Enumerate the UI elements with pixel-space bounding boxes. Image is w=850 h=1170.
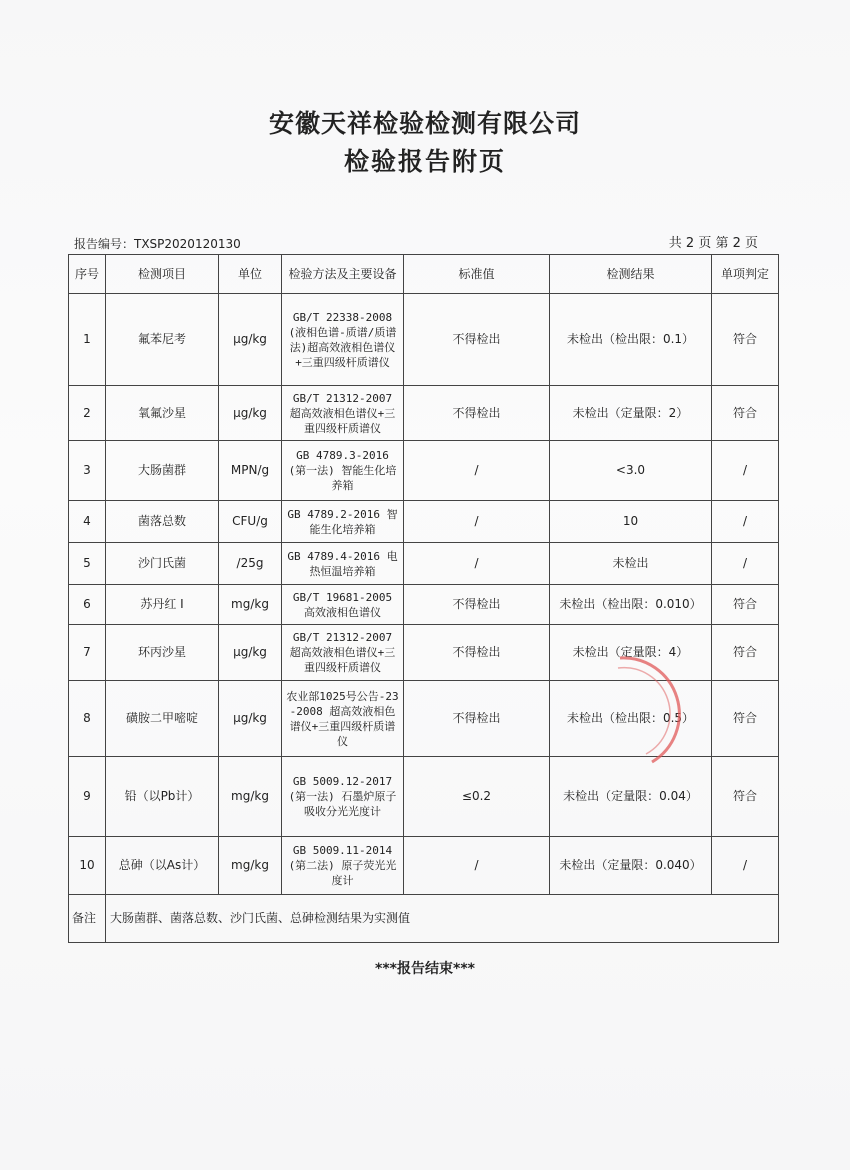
table-row xyxy=(69,543,779,585)
cell-no: 2 xyxy=(69,386,106,441)
table-row xyxy=(69,441,779,501)
cell-item: 大肠菌群 xyxy=(106,441,219,501)
cell-no: 8 xyxy=(69,681,106,757)
cell-result: 未检出（检出限：0.5） xyxy=(550,681,712,757)
cell-unit: μg/kg xyxy=(219,386,282,441)
report-number: 报告编号：TXSP2020120130 xyxy=(74,237,241,251)
cell-result: 未检出（定量限：2） xyxy=(550,386,712,441)
cell-item: 磺胺二甲嘧啶 xyxy=(106,681,219,757)
cell-unit: μg/kg xyxy=(219,681,282,757)
col-header-no: 序号 xyxy=(69,255,106,294)
cell-method: GB 4789.3-2016 (第一法) 智能生化培养箱 xyxy=(282,441,404,501)
cell-unit: MPN/g xyxy=(219,441,282,501)
cell-standard: 不得检出 xyxy=(404,625,550,681)
cell-unit: μg/kg xyxy=(219,294,282,386)
cell-standard: / xyxy=(404,543,550,585)
cell-judgment: / xyxy=(712,543,779,585)
note-label: 备注 xyxy=(69,895,106,943)
cell-result: 未检出 xyxy=(550,543,712,585)
cell-unit: μg/kg xyxy=(219,625,282,681)
cell-method: GB 5009.12-2017 (第一法) 石墨炉原子吸收分光光度计 xyxy=(282,757,404,837)
cell-result: <3.0 xyxy=(550,441,712,501)
company-title: 安徽天祥检验检测有限公司 xyxy=(268,109,581,138)
cell-no: 7 xyxy=(69,625,106,681)
col-header-standard: 标准值 xyxy=(404,255,550,294)
col-header-judgment: 单项判定 xyxy=(712,255,779,294)
cell-standard: ≤0.2 xyxy=(404,757,550,837)
cell-judgment: / xyxy=(712,837,779,895)
report-end: ***报告结束*** xyxy=(375,961,475,977)
cell-item: 氟苯尼考 xyxy=(106,294,219,386)
cell-judgment: 符合 xyxy=(712,386,779,441)
col-header-method: 检验方法及主要设备 xyxy=(282,255,404,294)
col-header-result: 检测结果 xyxy=(550,255,712,294)
cell-no: 3 xyxy=(69,441,106,501)
page-subtitle: 检验报告附页 xyxy=(343,147,506,176)
cell-no: 6 xyxy=(69,585,106,625)
col-header-unit: 单位 xyxy=(219,255,282,294)
results-table xyxy=(68,254,779,943)
table-row xyxy=(69,681,779,757)
cell-judgment: / xyxy=(712,501,779,543)
cell-unit: mg/kg xyxy=(219,757,282,837)
cell-no: 4 xyxy=(69,501,106,543)
cell-judgment: 符合 xyxy=(712,625,779,681)
cell-method: GB 4789.2-2016 智能生化培养箱 xyxy=(282,501,404,543)
cell-no: 10 xyxy=(69,837,106,895)
table-row xyxy=(69,386,779,441)
cell-result: 未检出（定量限：0.040） xyxy=(550,837,712,895)
cell-item: 苏丹红 I xyxy=(106,585,219,625)
cell-result: 10 xyxy=(550,501,712,543)
cell-standard: / xyxy=(404,501,550,543)
col-header-item: 检测项目 xyxy=(106,255,219,294)
page-count: 共 2 页 第 2 页 xyxy=(668,236,758,251)
cell-result: 未检出（定量限：4） xyxy=(550,625,712,681)
cell-method: GB 5009.11-2014 (第二法) 原子荧光光度计 xyxy=(282,837,404,895)
cell-unit: mg/kg xyxy=(219,837,282,895)
table-row xyxy=(69,294,779,386)
cell-judgment: 符合 xyxy=(712,681,779,757)
cell-item: 总砷（以As计） xyxy=(106,837,219,895)
cell-standard: 不得检出 xyxy=(404,386,550,441)
table-row xyxy=(69,585,779,625)
cell-item: 沙门氏菌 xyxy=(106,543,219,585)
cell-method: GB/T 22338-2008(液相色谱-质谱/质谱法)超高效液相色谱仪+三重四级杆质谱仪 xyxy=(282,294,404,386)
cell-result: 未检出（检出限：0.010） xyxy=(550,585,712,625)
cell-result: 未检出（检出限：0.1） xyxy=(550,294,712,386)
cell-no: 5 xyxy=(69,543,106,585)
cell-item: 铅（以Pb计） xyxy=(106,757,219,837)
cell-standard: 不得检出 xyxy=(404,585,550,625)
cell-method: GB/T 21312-2007 超高效液相色谱仪+三重四级杆质谱仪 xyxy=(282,625,404,681)
cell-judgment: / xyxy=(712,441,779,501)
cell-no: 9 xyxy=(69,757,106,837)
cell-method: GB/T 21312-2007 超高效液相色谱仪+三重四级杆质谱仪 xyxy=(282,386,404,441)
cell-judgment: 符合 xyxy=(712,294,779,386)
cell-item: 菌落总数 xyxy=(106,501,219,543)
cell-standard: / xyxy=(404,837,550,895)
cell-unit: /25g xyxy=(219,543,282,585)
table-header-row xyxy=(69,255,779,294)
cell-method: 农业部1025号公告-23-2008 超高效液相色谱仪+三重四级杆质谱仪 xyxy=(282,681,404,757)
table-row xyxy=(69,837,779,895)
cell-method: GB 4789.4-2016 电热恒温培养箱 xyxy=(282,543,404,585)
table-row xyxy=(69,625,779,681)
cell-item: 氧氟沙星 xyxy=(106,386,219,441)
cell-judgment: 符合 xyxy=(712,757,779,837)
cell-unit: mg/kg xyxy=(219,585,282,625)
cell-result: 未检出（定量限：0.04） xyxy=(550,757,712,837)
note-row xyxy=(69,895,779,943)
table-row xyxy=(69,757,779,837)
cell-standard: 不得检出 xyxy=(404,294,550,386)
cell-judgment: 符合 xyxy=(712,585,779,625)
cell-item: 环丙沙星 xyxy=(106,625,219,681)
cell-standard: 不得检出 xyxy=(404,681,550,757)
table-row xyxy=(69,501,779,543)
cell-method: GB/T 19681-2005 高效液相色谱仪 xyxy=(282,585,404,625)
note-text: 大肠菌群、菌落总数、沙门氏菌、总砷检测结果为实测值 xyxy=(106,895,779,943)
cell-no: 1 xyxy=(69,294,106,386)
cell-unit: CFU/g xyxy=(219,501,282,543)
cell-standard: / xyxy=(404,441,550,501)
